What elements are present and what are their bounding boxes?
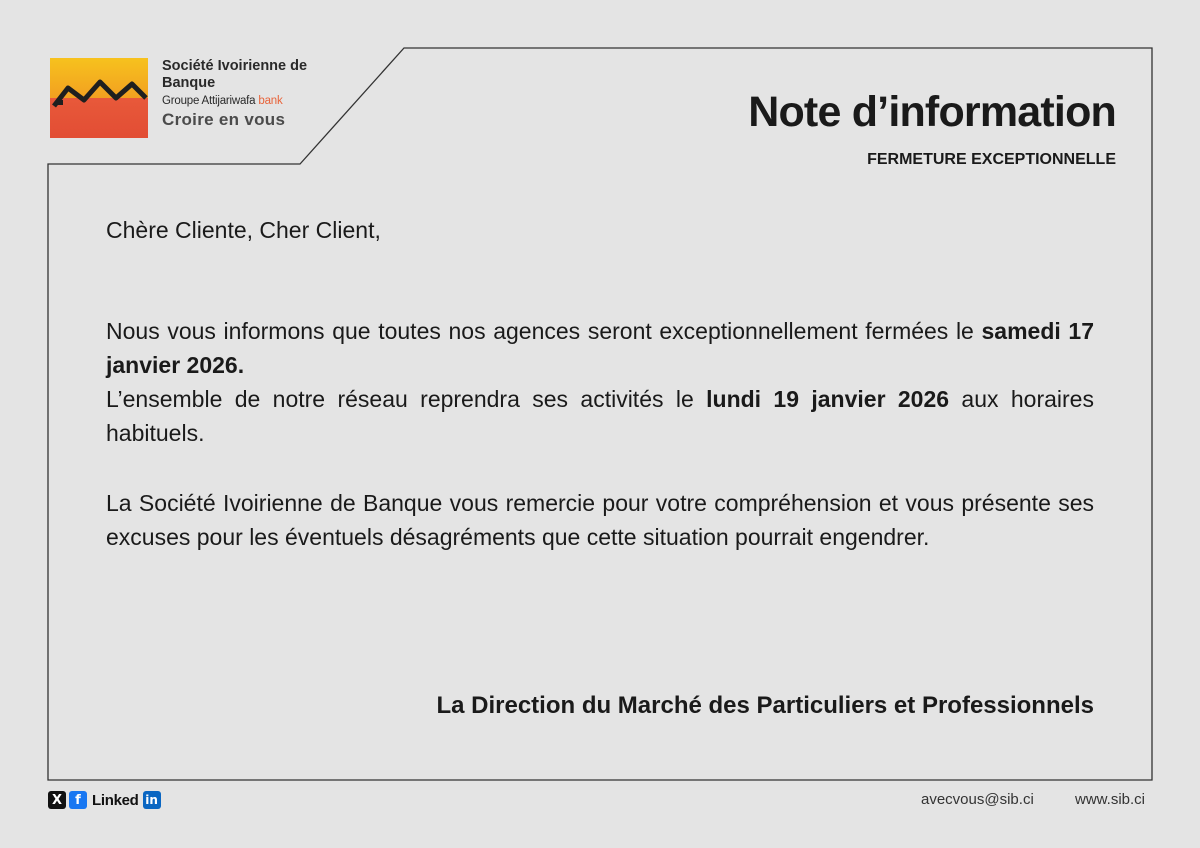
facebook-icon[interactable]: f: [69, 791, 87, 809]
linkedin-text[interactable]: Linked: [92, 791, 139, 809]
page-title: Note d’information: [748, 88, 1116, 136]
linkedin-icon[interactable]: in: [143, 791, 161, 809]
bank-name: Société Ivoirienne de Banque: [162, 58, 308, 91]
reopen-date: lundi 19 janvier 2026: [706, 386, 950, 412]
closure-date: samedi 17 janvier 2026.: [106, 318, 1094, 378]
greeting: Chère Cliente, Cher Client,: [106, 217, 381, 243]
closure-paragraph: Nous vous informons que toutes nos agences seront exceptionnellement fermées le samedi 17 janvier 2026. L’ensemble de notre réseau reprendra ses activités le lundi 19 janvier 2026 aux horaires habituels.: [106, 318, 1094, 446]
apology-paragraph: La Société Ivoirienne de Banque vous remercie pour votre compréhension et vous présente ses excuses pour les éventuels désagréments que cette situation pourrait engendrer.: [106, 490, 1094, 550]
sib-logo-mark: [50, 58, 148, 138]
signature: La Direction du Marché des Particuliers et Professionnels: [436, 692, 1094, 719]
x-twitter-icon[interactable]: X: [48, 791, 66, 809]
bank-logo: [50, 58, 310, 142]
group-name: Groupe Attijariwafa bank: [162, 95, 283, 107]
contact-email[interactable]: avecvous@sib.ci: [921, 791, 1034, 808]
social-links: [48, 791, 161, 809]
slogan: Croire en vous: [162, 110, 286, 129]
page-subtitle: FERMETURE EXCEPTIONNELLE: [867, 151, 1116, 168]
website-link[interactable]: www.sib.ci: [1075, 791, 1146, 808]
